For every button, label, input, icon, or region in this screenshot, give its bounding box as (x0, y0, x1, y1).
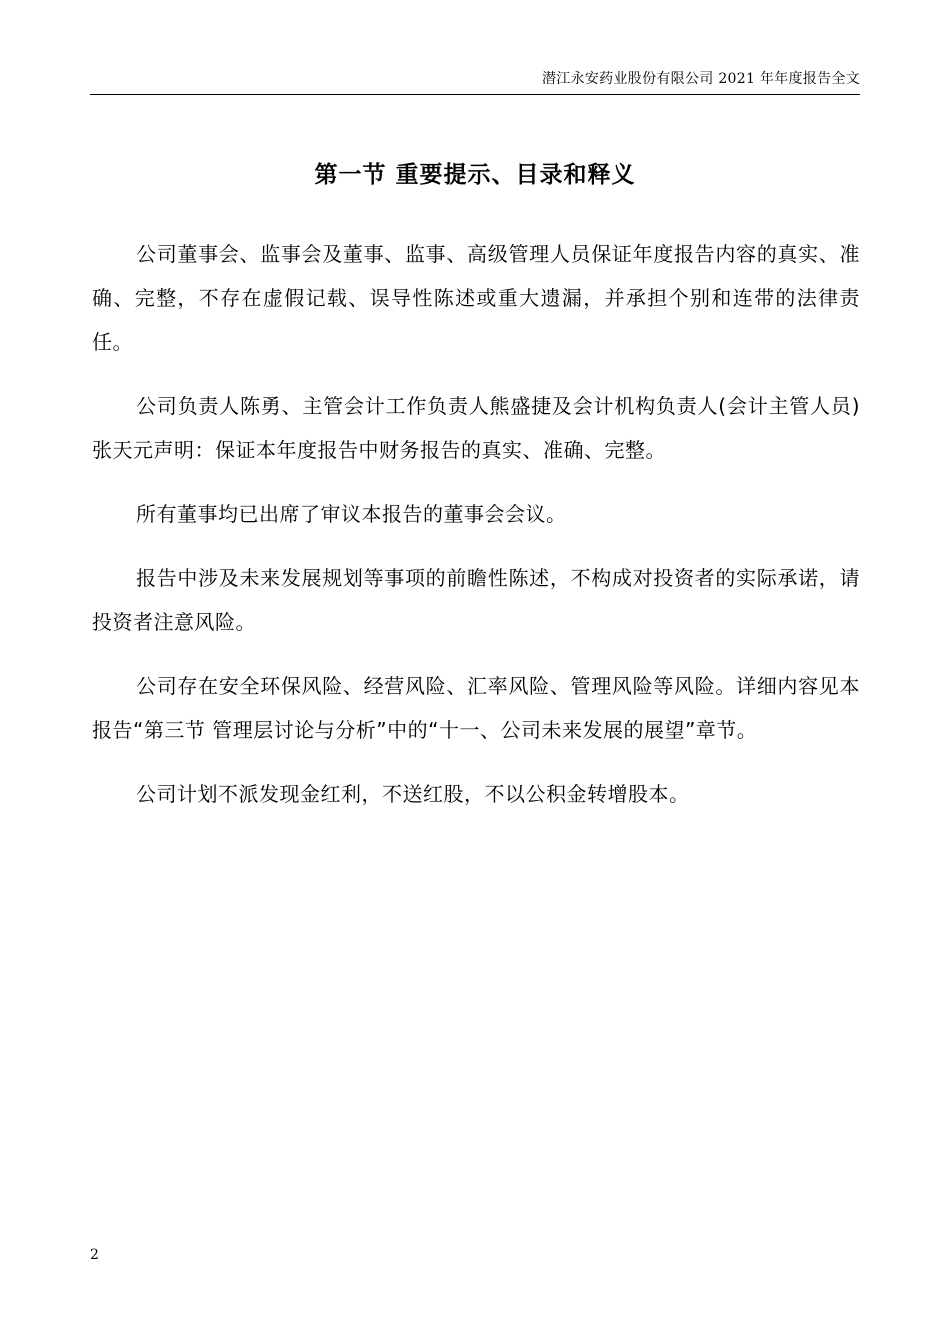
header-divider (90, 94, 860, 95)
page-number: 2 (90, 1247, 99, 1263)
paragraph-risks: 公司存在安全环保风险、经营风险、汇率风险、管理风险等风险。详细内容见本报告“第三节 管理层讨论与分析”中的“十一、公司未来发展的展望”章节。 (92, 674, 860, 742)
section-title: 第一节 重要提示、目录和释义 (314, 162, 636, 188)
paragraph-dividend-plan: 公司计划不派发现金红利，不送红股，不以公积金转增股本。 (136, 782, 690, 806)
paragraph-board-guarantee: 公司董事会、监事会及董事、监事、高级管理人员保证年度报告内容的真实、准确、完整，不存在虚假记载、误导性陈述或重大遗漏，并承担个别和连带的法律责任。 (92, 242, 860, 354)
paragraph-forward-looking: 报告中涉及未来发展规划等事项的前瞻性陈述，不构成对投资者的实际承诺，请投资者注意风险。 (92, 566, 860, 634)
document-body (92, 232, 860, 836)
paragraph-responsible-persons: 公司负责人陈勇、主管会计工作负责人熊盛捷及会计机构负责人(会计主管人员)张天元声明：保证本年度报告中财务报告的真实、准确、完整。 (92, 394, 860, 462)
paragraph-board-attendance: 所有董事均已出席了审议本报告的董事会会议。 (136, 502, 567, 526)
document-header: 潜江永安药业股份有限公司 2021 年年度报告全文 (541, 71, 860, 87)
